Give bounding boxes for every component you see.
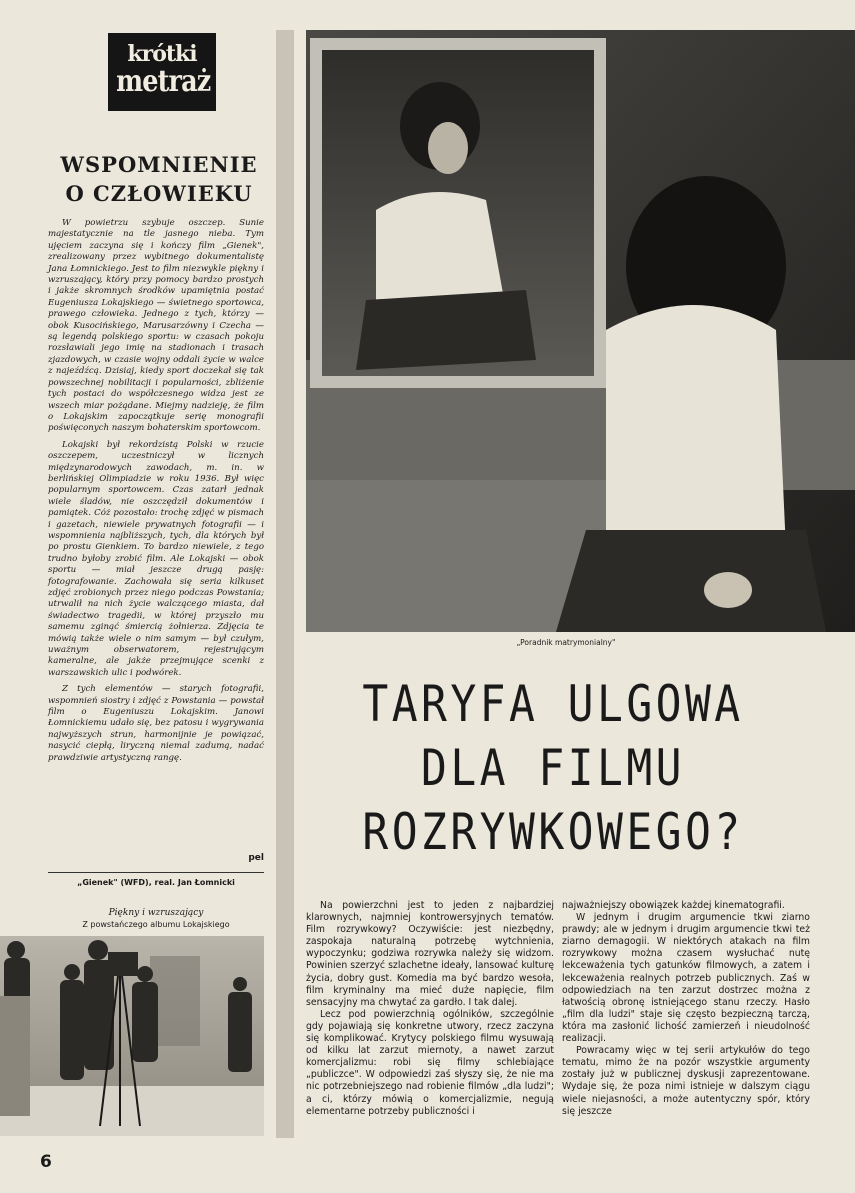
article-column-1 (306, 900, 554, 1118)
column-divider (276, 30, 294, 1138)
historical-photo (0, 936, 264, 1136)
divider-rule (48, 872, 264, 873)
film-caption: „Gienek" (WFD), real. Jan Łomnicki (77, 878, 235, 887)
film-still-photo (306, 30, 855, 632)
title-line: DLA FILMU (421, 739, 685, 797)
photo-caption-subtitle: Z powstańczego albumu Lokajskiego (82, 920, 230, 929)
title-line: ROZRYWKOWEGO? (362, 803, 744, 861)
logo-line2: metraż (116, 64, 211, 99)
left-paragraph: W powietrzu szybuje oszczep. Sunie majestatycznie na tle jasnego nieba. Tym ujęciem zaczyna się i kończy film „Gienek", zrealizowany przez wybitnego dokumentalistę Jana Łomnickiego. Jest to film niezwykle piękny i wzruszający, który przy pomocy bardzo prostych i jakże skromnych środków upamiętnia postać Eugeniusza Lokajskiego — świetnego sportowca, prawego człowieka. Jednego z tych, którzy — obok Kusocińskiego, Marusarzówny i Czecha — są legendą polskiego sportu: w czasach pokoju rozsławiali jego imię na stadionach i trasach zjazdowych, w czasie wojny oddali życie w walce z najeźdźcą. Dzisiaj, kiedy sport doczekał się tak powszechnej nobilitacji i popularności, zbliżenie tych postaci do współczesnego widza jest ze wszech miar pożądane. Miejmy nadzieję, że film o Lokajskim zapoczątkuje serię monografii poświęconych naszym bohaterskim sportowcom. (48, 218, 264, 434)
section-logo (108, 33, 216, 111)
logo-line1: krótki (127, 41, 197, 67)
heading-line1: WSPOMNIENIE (60, 152, 258, 177)
left-article-body (48, 218, 264, 769)
film-still-caption: „Poradnik matrymonialny" (516, 638, 616, 647)
article-paragraph: Powracamy więc w tej serii artykułów do tego tematu, mimo że na pozór wszystkie argumenty zostały już w publicznej dyskusji zaprezentowane. Wydaje się, że poza nimi istnieje w dalszym ciągu wiele niejasności, a może autentyczny spór, który się jeszcze (562, 1045, 810, 1117)
article-paragraph: W jednym i drugim argumencie tkwi ziarno prawdy; ale w jednym i drugim argumencie tkwi też ziarno demagogii. W niektórych atakach na film rozrywkowy można czasem wysłuchać nutę lekceważenia tych gatunków filmowych, a zatem i lekceważenia realnych potrzeb publicznych. Zaś w odpowiedziach na ten zarzut dostrzec można z łatwością obronę istniejącego stanu rzeczy. Hasło „film dla ludzi" staje się często bezpieczną tarczą, która ma zasłonić lichość zamierzeń i nieudolność realizacji. (562, 912, 810, 1045)
left-article-heading (48, 150, 270, 208)
heading-line2: O CZŁOWIEKU (65, 181, 253, 206)
article-paragraph: Lecz pod powierzchnią ogólników, szczególnie gdy pojawiają się konkretne utwory, rzecz zaczyna się komplikować. Krytycy polskiego filmu wysuwają od kilku lat zarzut miernoty, a nawet zarzut komercjalizmu: robi się filmy schlebiające „publiczce". W odpowiedzi zaś słyszy się, że nie ma nic potrzebniejszego nad robienie filmów „dla ludzi"; a ci, którzy mówią o komercjalizmie, negują elementarne potrzeby publiczności i (306, 1008, 554, 1117)
article-paragraph-continued: najważniejszy obowiązek każdej kinematografii. (562, 900, 785, 911)
title-line: TARYFA ULGOWA (362, 675, 744, 733)
article-title (298, 672, 808, 864)
photo-caption-title: Piękny i wzruszający (108, 908, 204, 918)
article-paragraph: Na powierzchni jest to jeden z najbardziej klarownych, najmniej kontrowersyjnych tematów. Film rozrywkowy? Oczywiście: jest niezbędny, zaspokaja naturalną potrzebę wytchnienia, wypoczynku; godziwa rozrywka należy się widzom. Powinien szerzyć szlachetne ideały, lansować kulturę życia, dobry gust. Komedia ma być bardzo wesoła, film kryminalny ma mieć duże napięcie, film sensacyjny ma chwytać za gardło. I tak dalej. (306, 900, 554, 1008)
author-signature: pel (248, 853, 264, 863)
film-still-illustration (306, 30, 855, 632)
page-number: 6 (40, 1152, 52, 1172)
left-paragraph: Lokajski był rekordzistą Polski w rzucie oszczepem, uczestniczył w licznych międzynarodowych zawodach, m. in. w berlińskiej Olimpiadzie w roku 1936. Był więc popularnym sportowcem. Czas zatarł jednak wiele śladów, nie oszczędził dokumentów i pamiątek. Cóż pozostało: trochę zdjęć w pismach i gazetach, niewiele prywatnych fotografii — i wspomnienia najbliższych, tych, dla których był po prostu Gienkiem. To bardzo niewiele, z tego trudno byłoby zrobić film. Ale Lokajski — obok sportu — miał jeszcze drugą pasję: fotografowanie. Zachowała się seria kilkuset zdjęć zrobionych przez niego podczas Powstania; utrwalił na nich życie walczącego miasta, dał świadectwo tragedii, w której przyszło mu samemu zginąć śmiercią żołnierza. Zdjęcia te mówią także wiele o nim samym — był czułym, uważnym obserwatorem, rejestrującym kameralne, ale jakże przejmujące scenki z warszawskich ulic i podwórek. (48, 439, 264, 678)
historical-photo-illustration (0, 936, 264, 1136)
left-paragraph: Z tych elementów — starych fotografii, wspomnień siostry i zdjęć z Powstania — powstał film o Eugeniuszu Lokajskim. Janowi Łomnickiemu udało się, bez patosu i wygrywania najwyższych strun, harmonijnie je powiązać, nasycić ciepłą, liryczną niemal zadumą, nadać prawdziwie artystyczną rangę. (48, 684, 264, 763)
article-column-2 (562, 900, 810, 1118)
